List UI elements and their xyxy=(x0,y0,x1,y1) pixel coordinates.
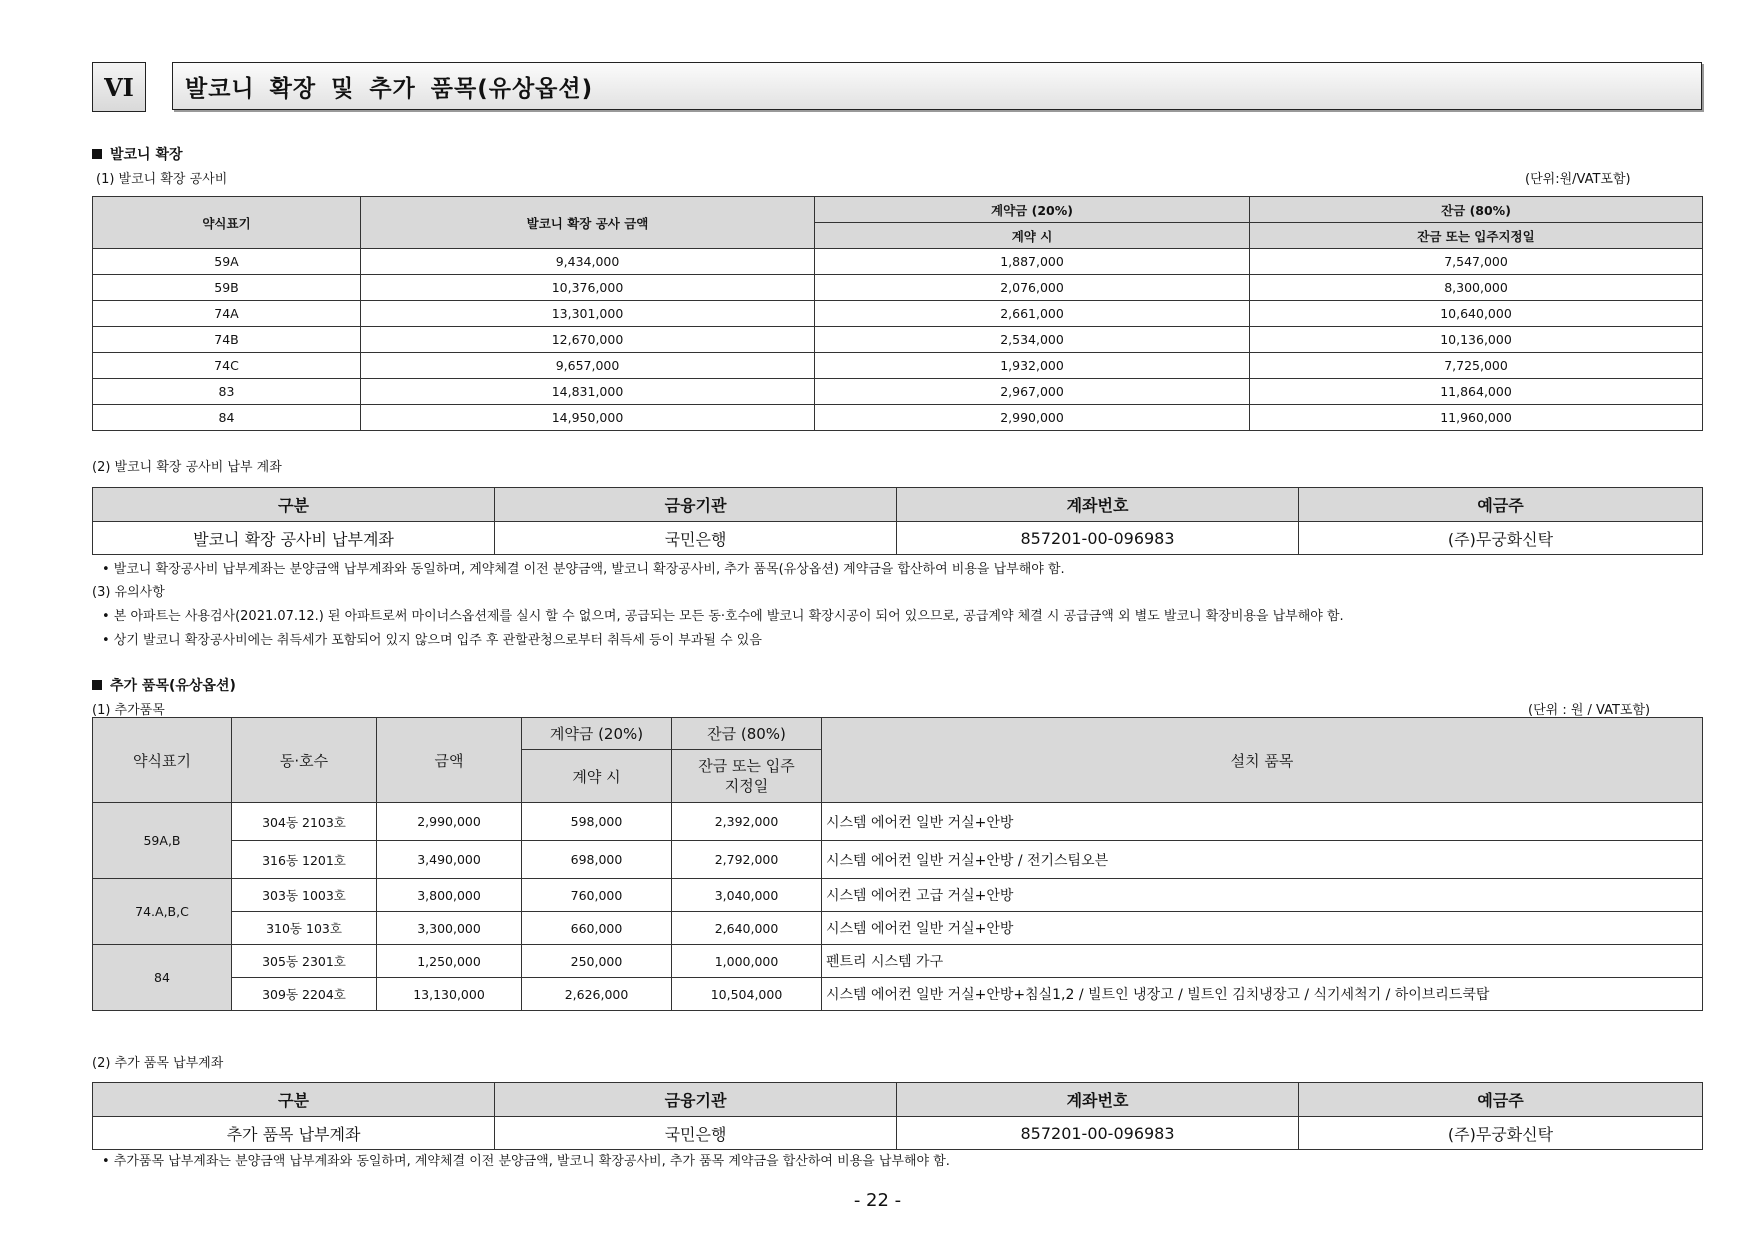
cell-balance: 10,504,000 xyxy=(672,978,822,1011)
opt-header-type: 약식표기 xyxy=(93,718,232,803)
cell-deposit: 1,887,000 xyxy=(815,249,1250,275)
options-account-label: (2) 추가 품목 납부계좌 xyxy=(92,1056,224,1071)
balcony-section-heading xyxy=(92,144,183,164)
cell-type: 83 xyxy=(93,379,361,405)
header-balance-sub: 잔금 또는 입주지정일 xyxy=(1250,223,1703,249)
cell-install: 시스템 에어컨 일반 거실+안방 xyxy=(822,912,1703,945)
account-holder: (주)무궁화신탁 xyxy=(1299,522,1703,555)
cell-type-group: 74.A,B,C xyxy=(93,879,232,945)
opt-header-unit: 동·호수 xyxy=(232,718,377,803)
cell-unit: 309동 2204호 xyxy=(232,978,377,1011)
balcony-cost-table xyxy=(92,196,1703,431)
table-row xyxy=(93,841,1703,879)
header-deposit: 계약금 (20%) xyxy=(815,197,1250,223)
cell-balance: 1,000,000 xyxy=(672,945,822,978)
cell-amount: 12,670,000 xyxy=(361,327,815,353)
cell-unit: 304동 2103호 xyxy=(232,803,377,841)
balcony-account-note: • 발코니 확장공사비 납부계좌는 분양금액 납부계좌와 동일하며, 계약체결 이전 분양금액, 발코니 확장공사비, 추가 품목(유상옵션) 계약금을 합산하여 비용을 납부해야 함. xyxy=(102,562,1065,577)
account-number: 857201-00-096983 xyxy=(897,1117,1299,1150)
balcony-heading-text: 발코니 확장 xyxy=(110,147,183,163)
cell-install: 시스템 에어컨 일반 거실+안방 / 전기스팀오븐 xyxy=(822,841,1703,879)
table-row xyxy=(93,379,1703,405)
account-category: 추가 품목 납부계좌 xyxy=(93,1117,495,1150)
cell-type-group: 84 xyxy=(93,945,232,1011)
cell-type: 74A xyxy=(93,301,361,327)
cell-type: 74B xyxy=(93,327,361,353)
opt-header-balance: 잔금 (80%) xyxy=(672,718,822,750)
cell-balance: 10,136,000 xyxy=(1250,327,1703,353)
chapter-number: VI xyxy=(92,62,146,112)
cell-amount: 3,800,000 xyxy=(377,879,522,912)
cell-type: 59A xyxy=(93,249,361,275)
cell-install: 시스템 에어컨 일반 거실+안방+침실1,2 / 빌트인 냉장고 / 빌트인 김치냉장고 / 식기세척기 / 하이브리드쿡탑 xyxy=(822,978,1703,1011)
caution-item: • 본 아파트는 사용검사(2021.07.12.) 된 아파트로써 마이너스옵션제를 실시 할 수 없으며, 공급되는 모든 동·호수에 발코니 확장시공이 되어 있으므로, 공급계약 체결 시 공급금액 외 별도 발코니 확장비용을 납부해야 함. xyxy=(102,609,1344,624)
header-balance: 잔금 (80%) xyxy=(1250,197,1703,223)
account-header-category: 구분 xyxy=(93,1083,495,1117)
opt-header-balance-sub: 잔금 또는 입주지정일 xyxy=(672,750,822,803)
cell-balance: 8,300,000 xyxy=(1250,275,1703,301)
page-number: - 22 - xyxy=(853,1190,902,1211)
cell-install: 시스템 에어컨 고급 거실+안방 xyxy=(822,879,1703,912)
cell-deposit: 250,000 xyxy=(522,945,672,978)
options-section-heading xyxy=(92,675,236,695)
account-header-number: 계좌번호 xyxy=(897,1083,1299,1117)
options-items-label: (1) 추가품목 xyxy=(92,703,165,718)
account-bank: 국민은행 xyxy=(495,522,897,555)
table-row xyxy=(93,353,1703,379)
cell-balance: 11,864,000 xyxy=(1250,379,1703,405)
cell-amount: 14,950,000 xyxy=(361,405,815,431)
cell-amount: 1,250,000 xyxy=(377,945,522,978)
table-row xyxy=(93,912,1703,945)
cell-install: 시스템 에어컨 일반 거실+안방 xyxy=(822,803,1703,841)
cell-amount: 13,130,000 xyxy=(377,978,522,1011)
cell-deposit: 698,000 xyxy=(522,841,672,879)
cell-deposit: 2,076,000 xyxy=(815,275,1250,301)
account-header-category: 구분 xyxy=(93,488,495,522)
table-row xyxy=(93,945,1703,978)
square-bullet-icon xyxy=(92,149,102,159)
balcony-account-label: (2) 발코니 확장 공사비 납부 계좌 xyxy=(92,460,282,475)
cell-balance: 3,040,000 xyxy=(672,879,822,912)
cell-deposit: 2,990,000 xyxy=(815,405,1250,431)
cell-amount: 2,990,000 xyxy=(377,803,522,841)
opt-header-deposit: 계약금 (20%) xyxy=(522,718,672,750)
cell-amount: 9,657,000 xyxy=(361,353,815,379)
cell-amount: 9,434,000 xyxy=(361,249,815,275)
opt-header-deposit-sub: 계약 시 xyxy=(522,750,672,803)
cell-amount: 3,300,000 xyxy=(377,912,522,945)
options-items-table xyxy=(92,717,1703,1011)
cell-balance: 2,392,000 xyxy=(672,803,822,841)
header-amount: 발코니 확장 공사 금액 xyxy=(361,197,815,249)
caution-item: • 상기 발코니 확장공사비에는 취득세가 포함되어 있지 않으며 입주 후 관할관청으로부터 취득세 등이 부과될 수 있음 xyxy=(102,633,762,648)
opt-header-amount: 금액 xyxy=(377,718,522,803)
balcony-account-table xyxy=(92,487,1703,555)
account-header-holder: 예금주 xyxy=(1299,488,1703,522)
cell-deposit: 660,000 xyxy=(522,912,672,945)
cell-deposit: 2,967,000 xyxy=(815,379,1250,405)
cell-deposit: 2,534,000 xyxy=(815,327,1250,353)
cell-amount: 14,831,000 xyxy=(361,379,815,405)
table-row xyxy=(93,978,1703,1011)
cell-amount: 3,490,000 xyxy=(377,841,522,879)
cell-unit: 305동 2301호 xyxy=(232,945,377,978)
table-row xyxy=(93,275,1703,301)
options-items-unit: (단위 : 원 / VAT포함) xyxy=(1528,703,1651,718)
square-bullet-icon xyxy=(92,680,102,690)
table-row xyxy=(93,249,1703,275)
cell-balance: 11,960,000 xyxy=(1250,405,1703,431)
caution-label: (3) 유의사항 xyxy=(92,585,165,600)
table-row xyxy=(93,301,1703,327)
account-header-bank: 금융기관 xyxy=(495,1083,897,1117)
options-account-table xyxy=(92,1082,1703,1150)
cell-unit: 310동 103호 xyxy=(232,912,377,945)
table-row xyxy=(93,405,1703,431)
cell-type-group: 59A,B xyxy=(93,803,232,879)
cell-unit: 316동 1201호 xyxy=(232,841,377,879)
options-account-note: • 추가품목 납부계좌는 분양금액 납부계좌와 동일하며, 계약체결 이전 분양금액, 발코니 확장공사비, 추가 품목 계약금을 합산하여 비용을 납부해야 함. xyxy=(102,1154,950,1169)
cell-type: 74C xyxy=(93,353,361,379)
cell-deposit: 2,661,000 xyxy=(815,301,1250,327)
account-header-holder: 예금주 xyxy=(1299,1083,1703,1117)
cell-deposit: 598,000 xyxy=(522,803,672,841)
account-header-number: 계좌번호 xyxy=(897,488,1299,522)
options-heading-text: 추가 품목(유상옵션) xyxy=(110,678,236,694)
cell-install: 펜트리 시스템 가구 xyxy=(822,945,1703,978)
table-row xyxy=(93,327,1703,353)
balcony-cost-unit: (단위:원/VAT포함) xyxy=(1525,172,1631,187)
table-row xyxy=(93,803,1703,841)
cell-balance: 10,640,000 xyxy=(1250,301,1703,327)
header-type: 약식표기 xyxy=(93,197,361,249)
cell-deposit: 1,932,000 xyxy=(815,353,1250,379)
account-number: 857201-00-096983 xyxy=(897,522,1299,555)
cell-deposit: 2,626,000 xyxy=(522,978,672,1011)
cell-balance: 2,792,000 xyxy=(672,841,822,879)
chapter-title: 발코니 확장 및 추가 품목(유상옵션) xyxy=(172,62,1702,110)
header-deposit-sub: 계약 시 xyxy=(815,223,1250,249)
cell-amount: 13,301,000 xyxy=(361,301,815,327)
cell-balance: 2,640,000 xyxy=(672,912,822,945)
opt-header-install: 설치 품목 xyxy=(822,718,1703,803)
cell-type: 84 xyxy=(93,405,361,431)
account-bank: 국민은행 xyxy=(495,1117,897,1150)
cell-unit: 303동 1003호 xyxy=(232,879,377,912)
cell-deposit: 760,000 xyxy=(522,879,672,912)
table-row xyxy=(93,879,1703,912)
cell-balance: 7,547,000 xyxy=(1250,249,1703,275)
account-category: 발코니 확장 공사비 납부계좌 xyxy=(93,522,495,555)
account-header-bank: 금융기관 xyxy=(495,488,897,522)
account-holder: (주)무궁화신탁 xyxy=(1299,1117,1703,1150)
cell-type: 59B xyxy=(93,275,361,301)
cell-amount: 10,376,000 xyxy=(361,275,815,301)
balcony-cost-label: (1) 발코니 확장 공사비 xyxy=(96,172,228,187)
cell-balance: 7,725,000 xyxy=(1250,353,1703,379)
